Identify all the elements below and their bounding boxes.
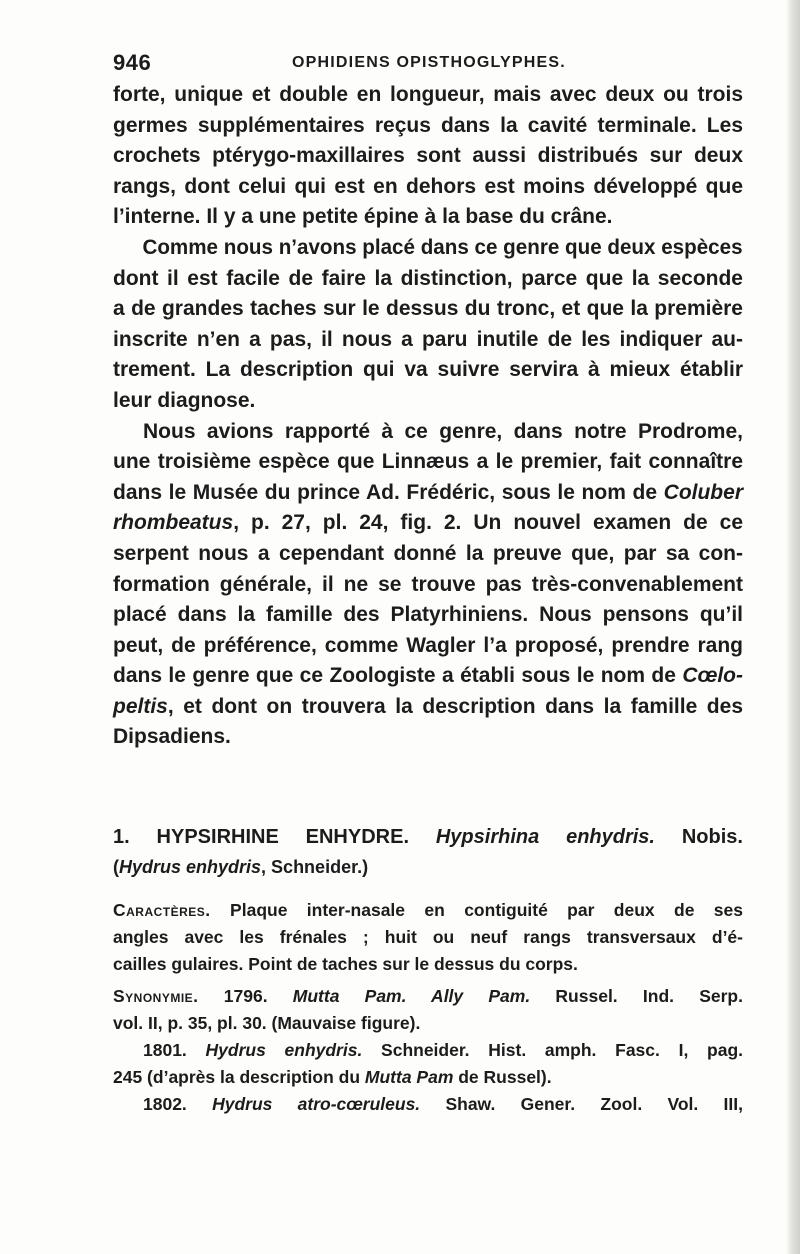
taxon-name: Mutta Pam — [364, 1067, 454, 1087]
text-line — [113, 692, 743, 723]
text-line: serpent nous a cependant donné la preuve que, par sa con- — [113, 541, 743, 565]
text-line: inscrite n’en a pas, il nous a paru inutile de les indiquer au- — [113, 327, 743, 351]
text-run: Schneider. Hist. amph. Fasc. I, pag. — [362, 1040, 743, 1060]
text-line — [113, 478, 743, 509]
taxon-name: peltis — [113, 694, 168, 718]
text-line — [113, 983, 743, 1010]
page-number: 946 — [113, 50, 152, 75]
text-run: Shaw. Gener. Zool. Vol. III, — [420, 1094, 743, 1114]
main-paragraphs — [113, 80, 743, 753]
taxon-name: Hydrus atro-cœruleus. — [212, 1094, 421, 1114]
text-line — [113, 508, 743, 539]
taxon-name: Mutta Pam. Ally Pam. — [292, 986, 531, 1006]
text-run: Plaque inter-nasale en contiguité par deux de ses — [210, 900, 743, 920]
synonymy-block — [113, 983, 743, 1118]
text-line: forte, unique et double en longueur, mais avec deux ou trois — [113, 83, 743, 106]
text-line: Comme nous n’avons placé dans ce genre que deux espèces — [142, 235, 743, 259]
text-line — [113, 1064, 743, 1091]
text-run: Russel. Ind. Serp. — [530, 986, 743, 1006]
characters-block — [113, 897, 743, 978]
text-line: Nous avions rapporté à ce genre, dans notre Prodrome, — [143, 419, 743, 443]
text-run: de Russel). — [453, 1067, 552, 1087]
text-line: germes supplémentaires reçus dans la cavité terminale. Les — [113, 113, 743, 137]
paren-open: ( — [113, 857, 119, 877]
species-title — [113, 822, 743, 852]
text-line: crochets ptérygo-maxillaires sont aussi distribués sur deux — [113, 144, 743, 168]
page-edge-shadow — [786, 0, 800, 1254]
text-line: a de grandes taches sur le dessus du tronc, et que la première — [113, 297, 743, 321]
species-heading — [113, 822, 743, 882]
text-line: Dipsadiens. — [113, 725, 231, 749]
taxon-name: Hydrus enhydris. — [205, 1040, 363, 1060]
text-run: , p. 27, pl. 24, fig. 2. Un nouvel examen de ce — [233, 511, 743, 535]
text-run: , et dont on trouvera la description dans la famille des — [167, 694, 743, 718]
species-author: Nobis. — [681, 826, 743, 848]
running-title: OPHIDIENS OPISTHOGLYPHES. — [292, 54, 566, 71]
text-run: 1802. — [143, 1094, 213, 1114]
characters-label: Caractères. — [113, 900, 211, 920]
taxon-name: Cœlo- — [682, 664, 743, 688]
text-run: dans le genre que ce Zoologiste a établi sous le nom de — [113, 664, 683, 688]
text-line: rangs, dont celui qui est en dehors est moins développé que — [113, 174, 743, 198]
taxon-name: rhombeatus — [113, 511, 234, 535]
synonym-author: , Schneider.) — [261, 857, 369, 877]
text-line: angles avec les frénales ; huit ou neuf rangs transversaux d’é- — [113, 927, 743, 947]
text-line: trement. La description qui va suivre servira à mieux établir — [113, 358, 743, 382]
taxon-name: Coluber — [663, 480, 743, 504]
species-latin-name: Hypsirhina enhydris. — [435, 826, 655, 848]
synonymy-label: Synonymie. — [113, 986, 199, 1006]
text-line: peut, de préférence, comme Wagler l’a proposé, prendre rang — [113, 633, 743, 657]
synonym-latin-name: Hydrus enhydris — [119, 857, 262, 877]
text-line: l’interne. Il y a une petite épine à la base du crâne. — [113, 205, 613, 229]
text-run: dans le Musée du prince Ad. Frédéric, sous le nom de — [113, 480, 664, 504]
species-number: 1. — [113, 826, 130, 848]
text-line — [113, 1091, 743, 1118]
text-line — [113, 661, 743, 692]
text-line: vol. II, p. 35, pl. 30. (Mauvaise figure). — [113, 1013, 421, 1033]
text-line: leur diagnose. — [113, 388, 256, 412]
species-synonym — [113, 852, 743, 882]
text-run: 1801. — [143, 1040, 206, 1060]
text-line — [113, 1037, 743, 1064]
text-run: 1796. — [198, 986, 293, 1006]
text-line: cailles gulaires. Point de taches sur le dessus du corps. — [113, 954, 578, 974]
species-name: HYPSIRHINE ENHYDRE. — [156, 826, 409, 848]
page-header — [113, 48, 713, 82]
text-line: dont il est facile de faire la distinction, parce que la seconde — [113, 266, 743, 290]
text-line — [113, 897, 743, 924]
text-run: 245 (d’après la description du — [113, 1067, 365, 1087]
text-line: placé dans la famille des Platyrhiniens. Nous pensons qu’il — [113, 603, 743, 627]
text-line: une troisième espèce que Linnæus a le premier, fait connaître — [113, 450, 743, 474]
text-line: formation générale, il ne se trouve pas très-convenablement — [113, 572, 743, 596]
